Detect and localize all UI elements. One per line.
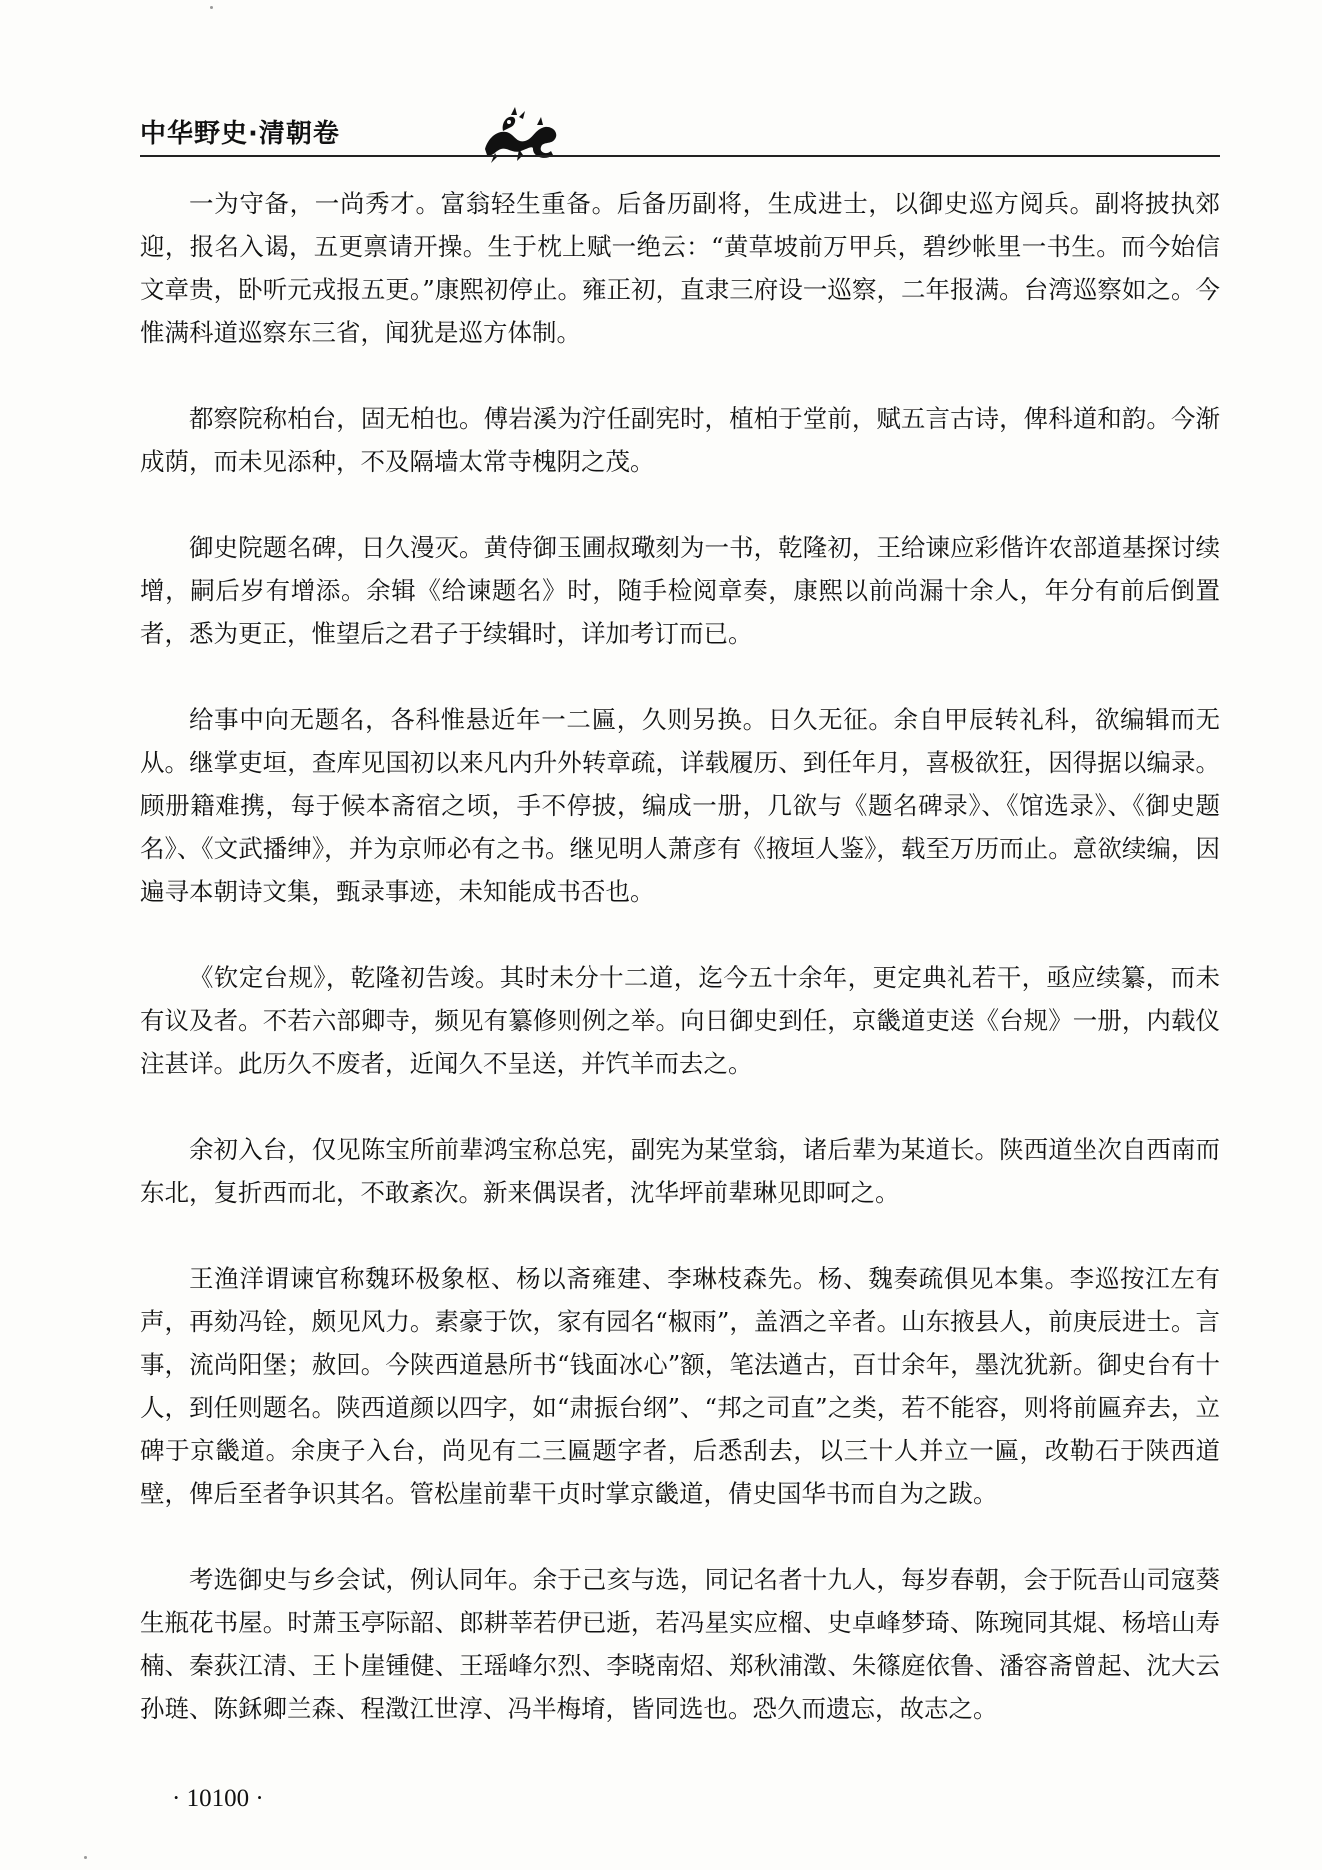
paragraph: 王渔洋谓谏官称魏环极象枢、杨以斋雍建、李琳枝森先。杨、魏奏疏俱见本集。李巡按江左有声，再劾冯铨，颇见风力。素豪于饮，家有园名“椒雨”，盖酒之辛者。山东掖县人，前庚辰进士。言事，流尚阳堡；赦回。今陕西道悬所书“钱面冰心”额，笔法遒古，百廿余年，墨沈犹新。御史台有十人，到任则题名。陕西道颜以四字，如“肃振台纲”、“邦之司直”之类，若不能容，则将前匾弃去，立碑于京畿道。余庚子入台，尚见有二三匾题字者，后悉刮去，以三十人并立一匾，改勒石于陕西道壁，俾后至者争识其名。管松崖前辈干贞时掌京畿道，倩史国华书而自为之跋。 bbox=[140, 1264, 1220, 1508]
paragraph: 一为守备，一尚秀才。富翁轻生重备。后备历副将，生成进士，以御史巡方阅兵。副将披执郊迎，报名入谒，五更禀请开操。生于枕上赋一绝云：“黄草坡前万甲兵，碧纱帐里一书生。而今始信文章贵，卧听元戎报五更。”康熙初停止。雍正初，直隶三府设一巡察，二年报满。台湾巡察如之。今惟满科道巡察东三省，闻犹是巡方体制。 bbox=[140, 189, 1220, 347]
body-text bbox=[140, 182, 1220, 1773]
paragraph: 考选御史与乡会试，例认同年。余于己亥与选，同记名者十九人，每岁春朝，会于阮吾山司寇葵生瓶花书屋。时萧玉亭际韶、郎耕莘若伊已逝，若冯星实应榴、史卓峰梦琦、陈琬同其焜、杨培山寿楠、秦荻江清、王卜崖锺健、王瑶峰尔烈、李晓南炤、郑秋浦澂、朱篠庭依鲁、潘容斋曾起、沈大云孙琏、陈鉌卿兰森、程澂江世淳、冯半梅堉，皆同选也。恐久而遗忘，故志之。 bbox=[140, 1565, 1220, 1723]
scan-speck bbox=[84, 1856, 87, 1859]
book-title: 中华野史·清朝卷 bbox=[140, 119, 340, 149]
header-rule bbox=[140, 155, 1220, 157]
paragraph: 《钦定台规》，乾隆初告竣。其时未分十二道，迄今五十余年，更定典礼若干，亟应续纂，而未有议及者。不若六部卿寺，频见有纂修则例之举。向日御史到任，京畿道吏送《台规》一册，内载仪注甚详。此历久不废者，近闻久不呈送，并饩羊而去之。 bbox=[140, 963, 1220, 1078]
paragraph: 御史院题名碑，日久漫灭。黄侍御玉圃叔璥刻为一书，乾隆初，王给谏应彩偕许农部道基探讨续增，嗣后岁有增添。余辑《给谏题名》时，随手检阅章奏，康熙以前尚漏十余人，年分有前后倒置者，悉为更正，惟望后之君子于续辑时，详加考订而已。 bbox=[140, 533, 1220, 648]
paragraph: 给事中向无题名，各科惟悬近年一二匾，久则另换。日久无征。余自甲辰转礼科，欲编辑而无从。继掌吏垣，查库见国初以来凡内升外转章疏，详载履历、到任年月，喜极欲狂，因得据以编录。顾册籍难携，每于候本斋宿之顷，手不停披，编成一册，几欲与《题名碑录》、《馆选录》、《御史题名》、《文武播绅》，并为京师必有之书。继见明人萧彦有《掖垣人鉴》，载至万历而止。意欲续编，因遍寻本朝诗文集，甄录事迹，未知能成书否也。 bbox=[140, 705, 1220, 906]
paragraph: 都察院称柏台，固无柏也。傅岩溪为泞任副宪时，植柏于堂前，赋五言古诗，俾科道和韵。今渐成荫，而未见添种，不及隔墙太常寺槐阴之茂。 bbox=[140, 404, 1220, 476]
scan-speck bbox=[210, 6, 213, 9]
running-header bbox=[140, 105, 1220, 165]
paragraph: 余初入台，仅见陈宝所前辈鸿宝称总宪，副宪为某堂翁，诸后辈为某道长。陕西道坐次自西南而东北，复折西而北，不敢紊次。新来偶误者，沈华坪前辈琳见即呵之。 bbox=[140, 1135, 1220, 1207]
page-number: · 10100 · bbox=[172, 1785, 264, 1812]
